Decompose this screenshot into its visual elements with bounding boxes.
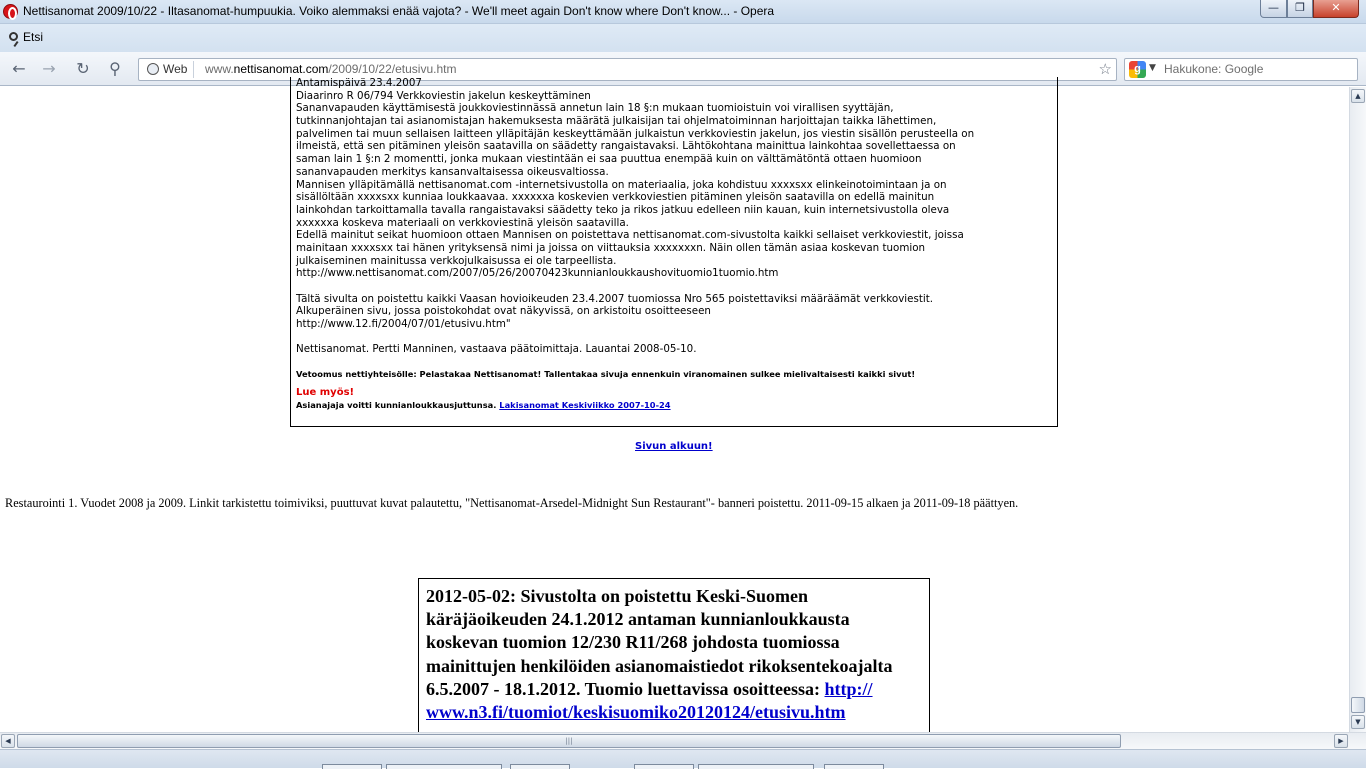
article-body: [296, 77, 1048, 356]
vertical-scrollbar[interactable]: [1349, 87, 1366, 732]
url-path: /2009/10/22/etusivu.htm: [328, 62, 457, 76]
read-more-link[interactable]: Lakisanomat Keskiviikko 2007-10-24: [499, 400, 671, 410]
status-panel: [698, 764, 814, 769]
url-prefix: www.: [205, 62, 234, 76]
globe-icon: [147, 63, 159, 75]
google-icon[interactable]: g: [1129, 61, 1146, 78]
bookmark-star-icon[interactable]: ☆: [1098, 60, 1112, 78]
article-line: tutkinnanjohtajan tai asianomistajan hakemuksesta määrätä julkaisijan tai ohjelmatoiminnan harjoittajan taikka lähettimen,: [296, 115, 937, 128]
removal-notice-box: [418, 578, 930, 748]
article-line: http://www.nettisanomat.com/2007/05/26/20070423kunnianloukkaushovituomio1tuomio.htm: [296, 267, 779, 280]
back-to-top-link[interactable]: Sivun alkuun!: [635, 441, 713, 452]
reload-button[interactable]: [72, 59, 94, 79]
article-line: mainitaan xxxxsxx tai hänen yrityksensä nimi ja joissa on viittauksia xxxxxxxn. Näin ollen tämän asiaa koskevan tuomion: [296, 241, 926, 254]
forward-button[interactable]: [38, 59, 60, 79]
title-bar: [0, 0, 1366, 24]
url-domain: nettisanomat.com: [233, 62, 329, 76]
article-signature: Nettisanomat. Pertti Manninen, vastaava päätoimittaja. Lauantai 2008-05-10.: [296, 343, 697, 356]
verdict-link[interactable]: http:// www.n3.fi/tuomiot/keskisuomiko20120124/etusivu.htm: [426, 678, 873, 723]
window-title: Nettisanomat 2009/10/22 - Iltasanomat-humpuukia. Voiko alemmaksi enää vajota? - We'll meet again Don't know where Don't know... - Opera: [23, 4, 775, 18]
restoration-note: Restaurointi 1. Vuodet 2008 ja 2009. Linkit tarkistettu toimiviksi, puuttuvat kuvat palautettu, "Nettisanomat-Arsedel-Midnight Sun Restaurant"- banneri poistettu. 2011-09-15 alkaen ja 2011-09-18 päättyen.: [5, 496, 1019, 510]
menu-bar: [0, 24, 1366, 52]
scroll-down-button[interactable]: ▼: [1351, 715, 1365, 729]
page-viewport: [0, 77, 1349, 732]
search-menu-button[interactable]: [9, 30, 43, 44]
key-icon: ⚲: [109, 59, 121, 78]
status-panel: [510, 764, 570, 769]
url-text[interactable]: [205, 62, 456, 76]
article-line: julkaiseminen mainitussa verkkojulkaisussa ei ole tarpeellista.: [296, 254, 617, 267]
status-bar: [0, 749, 1366, 768]
article-box: [290, 77, 1058, 427]
read-more-heading: Lue myös!: [296, 387, 355, 398]
back-button[interactable]: [8, 59, 30, 79]
article-line: ilmeistä, että sen pitäminen yleisön saatavilla on säädetty rangaistavaksi. Lähtökohtana mainittua lainkohtaa sovellettaessa on: [296, 140, 956, 153]
article-line: lainkohdan tarkoittamalla tavalla rangaistavaksi säädetty teko ja rikos jatkuu edelleen niin kauan, kuin internetsivustolla oleva: [296, 203, 950, 216]
search-engine-placeholder: Hakukone: Google: [1164, 62, 1264, 76]
maximize-button[interactable]: ❐: [1287, 0, 1313, 18]
scroll-up-button[interactable]: ▲: [1351, 89, 1365, 103]
horizontal-scroll-thumb[interactable]: |||: [17, 734, 1121, 748]
article-line: sananvapauden merkitys kansanvaltaisessa oikeusvaltiossa.: [296, 165, 609, 178]
wand-button[interactable]: [104, 59, 126, 79]
search-menu-label: Etsi: [23, 30, 44, 44]
appeal-text: Vetoomus nettiyhteisölle: Pelastakaa Nettisanomat! Tallentakaa sivuja ennenkuin viranomainen sulkee mielivaltaisesti kaikki sivut!: [296, 369, 916, 379]
site-info-label: Web: [163, 62, 188, 76]
back-arrow-icon: ←: [12, 59, 26, 78]
article-line: Antamispäivä 23.4.2007: [296, 77, 422, 89]
article-line: palvelimen tai muun sellaisen laitteen ylläpitäjän keskeyttämään julkaistun verkkoviestin jakelun, jos viestin sisällön perusteella on: [296, 127, 975, 140]
article-line: Mannisen ylläpitämällä nettisanomat.com -internetsivustolla on materiaalia, joka kohdistuu xxxxsxx elinkeinotoimintaan ja on: [296, 178, 947, 191]
horizontal-scrollbar[interactable]: [0, 732, 1366, 749]
article-line: Edellä mainitut seikat huomioon ottaen Mannisen on poistettava nettisanomat.com-sivustolta kaikki sellaiset verkkoviestit, joissa: [296, 229, 964, 242]
scroll-left-button[interactable]: ◀: [1, 734, 15, 748]
forward-arrow-icon: →: [42, 59, 56, 78]
article-line: Alkuperäinen sivu, jossa poistokohdat ovat näkyvissä, on arkistoitu osoitteeseen: [296, 305, 711, 318]
article-line: Tältä sivulta on poistettu kaikki Vaasan hovioikeuden 23.4.2007 tuomiossa Nro 565 poistettaviksi määräämät verkkoviestit.: [296, 292, 934, 305]
close-button[interactable]: ✕: [1313, 0, 1359, 18]
search-engine-field[interactable]: [1124, 58, 1358, 81]
minimize-button[interactable]: —: [1260, 0, 1287, 18]
search-icon: [9, 32, 18, 41]
removal-notice: [426, 585, 926, 724]
article-line: http://www.12.fi/2004/07/01/etusivu.htm": [296, 318, 511, 331]
read-more-line: [296, 400, 671, 410]
reload-icon: ↻: [76, 59, 90, 78]
article-line: sisällöltään xxxxsxx kunniaa loukkaavaa. xxxxxxa koskevien verkkoviestien pitäminen yleisön saatavilla on edellä mainitun: [296, 191, 935, 204]
opera-logo-icon: [3, 4, 18, 19]
status-panel: [634, 764, 694, 769]
site-info-badge[interactable]: [143, 61, 194, 78]
removal-notice-text: 2012-05-02: Sivustolta on poistettu Keski-Suomen käräjäoikeuden 24.1.2012 antaman kunnianloukkausta koskevan tuomion 12/230 R11/268 johdosta tuomiossa mainittujen henkilöiden asianomaistiedot rikoksentekoajalta 6.5.2007 - 18.1.2012. Tuomio luettavissa osoitteessa:: [426, 586, 893, 699]
vertical-scroll-thumb[interactable]: [1351, 697, 1365, 713]
read-more-text: Asianajaja voitti kunnianloukkausjuttunsa.: [296, 400, 497, 410]
chevron-down-icon[interactable]: ▼: [1149, 63, 1156, 73]
status-panel: [386, 764, 502, 769]
article-line: Sananvapauden käyttämisestä joukkoviestinnässä annetun lain 18 §:n mukaan tuomioistuin voi virallisen syyttäjän,: [296, 102, 894, 115]
status-panel: [824, 764, 884, 769]
article-line: saman lain 1 §:n 2 momentti, jonka mukaan viestintään ei saa puuttua enempää kuin on välttämätöntä ottaen huomioon: [296, 153, 922, 166]
article-line: Diaarinro R 06/794 Verkkoviestin jakelun keskeyttäminen: [296, 89, 591, 102]
status-panel: [322, 764, 382, 769]
article-line: xxxxxxa koskeva materiaali on verkkoviestinä yleisön saatavilla.: [296, 216, 629, 229]
scroll-right-button[interactable]: ▶: [1334, 734, 1348, 748]
